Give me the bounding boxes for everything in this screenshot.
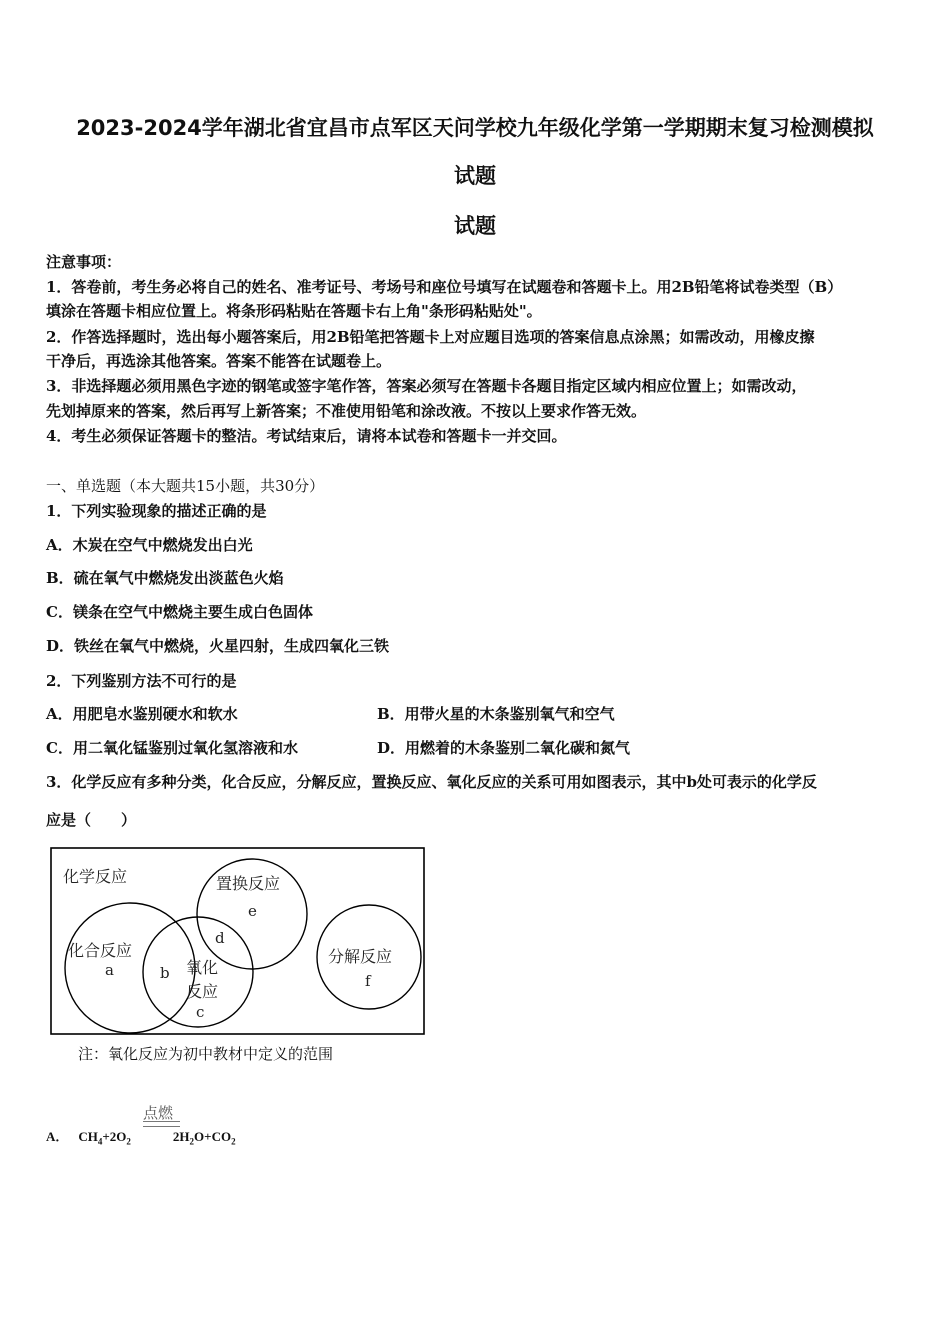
question-1-option-d: D．铁丝在氧气中燃烧，火星四射，生成四氧化三铁: [46, 637, 390, 655]
notice-line: 先划掉原来的答案，然后再写上新答案；不准使用铅笔和涂改液。不按以上要求作答无效。: [46, 402, 647, 420]
region-f: f: [365, 972, 371, 990]
notice-line: 4．考生必须保证答题卡的整洁。考试结束后，请将本试卷和答题卡一并交回。: [46, 427, 567, 445]
subscript: 2: [126, 1136, 131, 1147]
subscript: 2: [231, 1136, 236, 1147]
question-3-option-a: [46, 1126, 236, 1147]
question-2-stem: 2．下列鉴别方法不可行的是: [46, 672, 237, 690]
region-e: e: [248, 902, 257, 920]
region-c: c: [196, 1003, 205, 1021]
question-1-option-b: B．硫在氧气中燃烧发出淡蓝色火焰: [46, 569, 284, 587]
product-co2: O+CO: [194, 1129, 232, 1144]
section-heading: 一、单选题（本大题共15小题，共30分）: [46, 477, 325, 495]
label-decomposition: 分解反应: [328, 947, 393, 966]
notice-line: 干净后，再选涂其他答案。答案不能答在试题卷上。: [46, 352, 392, 370]
page-title-continued: 试题: [454, 164, 496, 188]
diagram-note: 注：氧化反应为初中教材中定义的范围: [78, 1045, 334, 1063]
reaction-condition: 点燃: [143, 1104, 174, 1122]
question-1-option-a: A．木炭在空气中燃烧发出白光: [46, 536, 253, 554]
notice-line: 填涂在答题卡相应位置上。将条形码粘贴在答题卡右上角"条形码粘贴处"。: [46, 302, 542, 320]
question-3-stem: 3．化学反应有多种分类，化合反应，分解反应，置换反应、氧化反应的关系可用如图表示，其中b处可表示的化学反: [46, 773, 817, 791]
label-combination: 化合反应: [68, 941, 133, 960]
reactant-ch4: CH: [78, 1129, 98, 1144]
label-oxidation-line2: 反应: [186, 982, 219, 1001]
reactant-o2: +2O: [102, 1129, 127, 1144]
page-title: 2023-2024学年湖北省宜昌市点军区天问学校九年级化学第一学期期末复习检测模拟: [76, 116, 874, 140]
question-2-option-a: A．用肥皂水鉴别硬水和软水: [46, 705, 238, 723]
question-3-stem-continued: 应是（ ）: [46, 811, 137, 829]
question-1-stem: 1．下列实验现象的描述正确的是: [46, 502, 267, 520]
option-label: A．: [46, 1129, 69, 1144]
question-2-option-c: C．用二氧化锰鉴别过氧化氢溶液和水: [46, 739, 298, 757]
question-2-option-b: B．用带火星的木条鉴别氧气和空气: [377, 705, 615, 723]
notice-heading: 注意事项：: [46, 253, 122, 271]
label-chemical-reaction: 化学反应: [63, 867, 128, 886]
product-h2o: 2H: [172, 1129, 190, 1144]
reaction-classification-diagram: [50, 847, 425, 1035]
notice-line: 2．作答选择题时，选出每小题答案后，用2B铅笔把答题卡上对应题目选项的答案信息点涂黑；如需改动，用橡皮擦: [46, 328, 815, 346]
label-displacement: 置换反应: [216, 874, 281, 893]
page-subtitle: 试题: [454, 214, 496, 238]
label-oxidation-line1: 氧化: [186, 958, 219, 977]
region-d: d: [215, 929, 225, 947]
region-a: a: [105, 961, 114, 979]
region-b: b: [160, 964, 170, 982]
question-1-option-c: C．镁条在空气中燃烧主要生成白色固体: [46, 603, 313, 621]
subscript: 4: [97, 1136, 103, 1147]
notice-line: 1．答卷前，考生务必将自己的姓名、准考证号、考场号和座位号填写在试题卷和答题卡上。用2B铅笔将试卷类型（B）: [46, 278, 843, 296]
question-2-option-d: D．用燃着的木条鉴别二氧化碳和氮气: [377, 739, 631, 757]
subscript: 2: [189, 1136, 195, 1147]
notice-line: 3．非选择题必须用黑色字迹的钢笔或签字笔作答，答案必须写在答题卡各题目指定区域内相应位置上；如需改动，: [46, 377, 807, 395]
